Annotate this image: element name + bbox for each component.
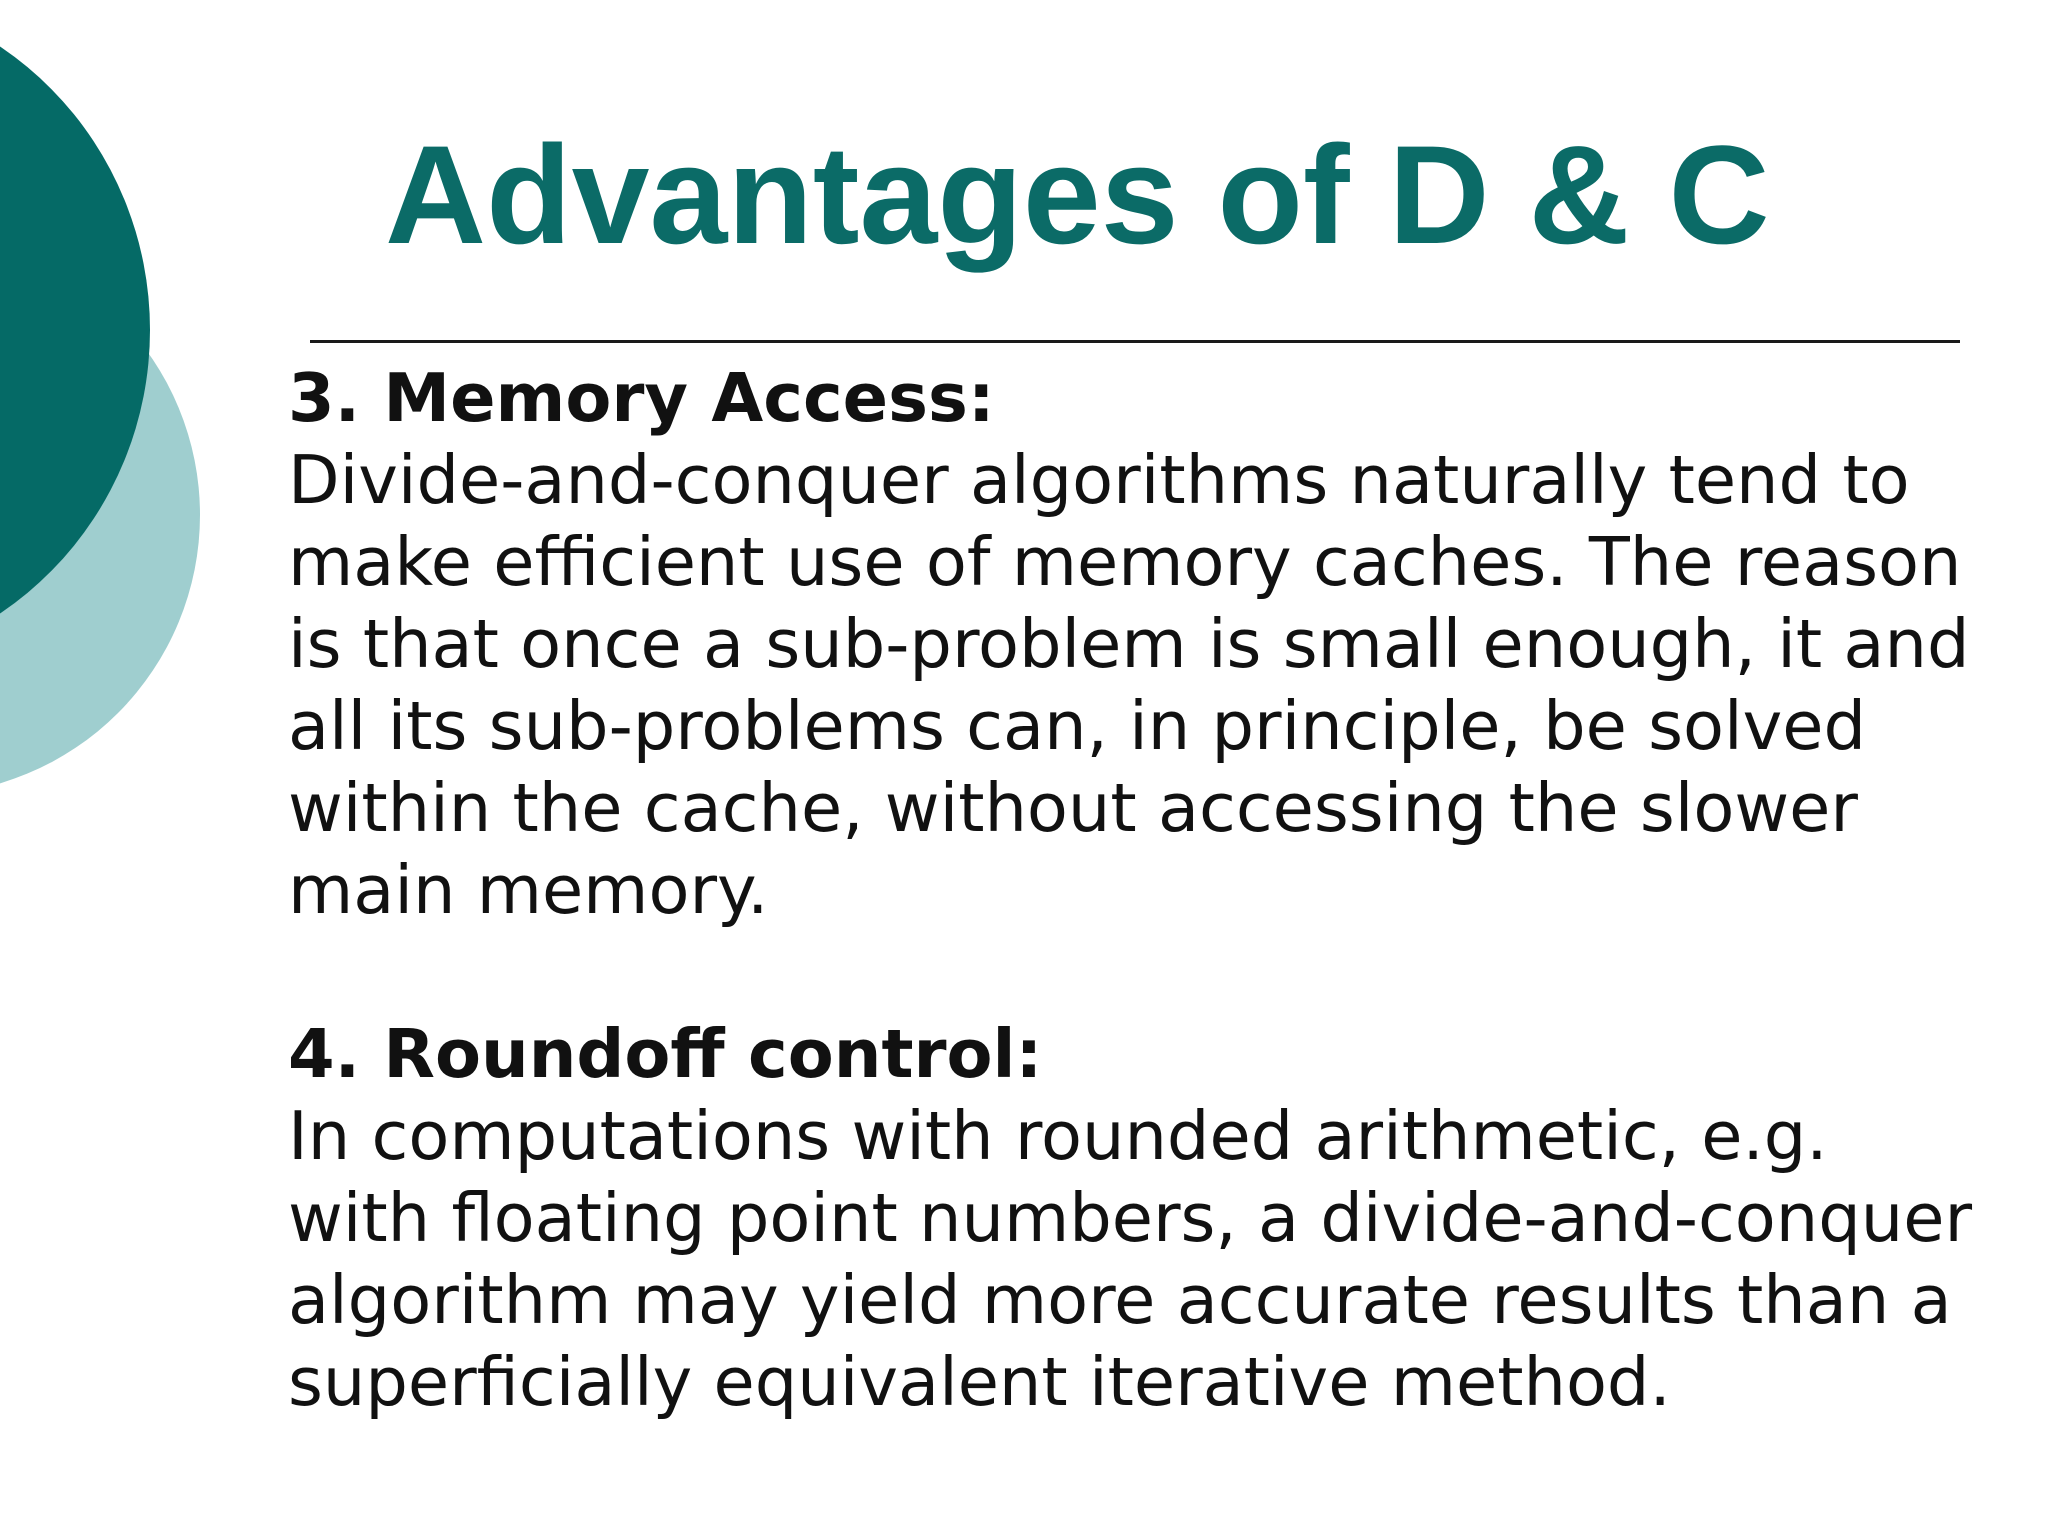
body-line: In computations with rounded arithmetic, e.g. xyxy=(288,1097,1828,1175)
body-line: with floating point numbers, a divide-and-conquer xyxy=(288,1179,1972,1257)
body-line: all its sub-problems can, in principle, be solved xyxy=(288,687,1867,765)
slide-content xyxy=(288,357,2038,1423)
body-line: superficially equivalent iterative method. xyxy=(288,1343,1671,1421)
body-line: Divide-and-conquer algorithms naturally tend to xyxy=(288,441,1910,519)
point-heading: 3. Memory Access: xyxy=(288,359,995,437)
title-divider xyxy=(310,340,1960,343)
slide-title: Advantages of D & C xyxy=(385,116,1770,273)
point-memory-access xyxy=(288,357,2038,931)
point-heading: 4. Roundoff control: xyxy=(288,1015,1043,1093)
body-line: within the cache, without accessing the slower xyxy=(288,769,1858,847)
body-line: is that once a sub-problem is small enough, it and xyxy=(288,605,1970,683)
point-roundoff-control xyxy=(288,1013,2038,1423)
body-line: main memory. xyxy=(288,851,769,929)
point-body xyxy=(288,1095,2038,1423)
point-body xyxy=(288,439,2038,931)
body-line: make efficient use of memory caches. The reason xyxy=(288,523,1962,601)
body-line: algorithm may yield more accurate results than a xyxy=(288,1261,1952,1339)
